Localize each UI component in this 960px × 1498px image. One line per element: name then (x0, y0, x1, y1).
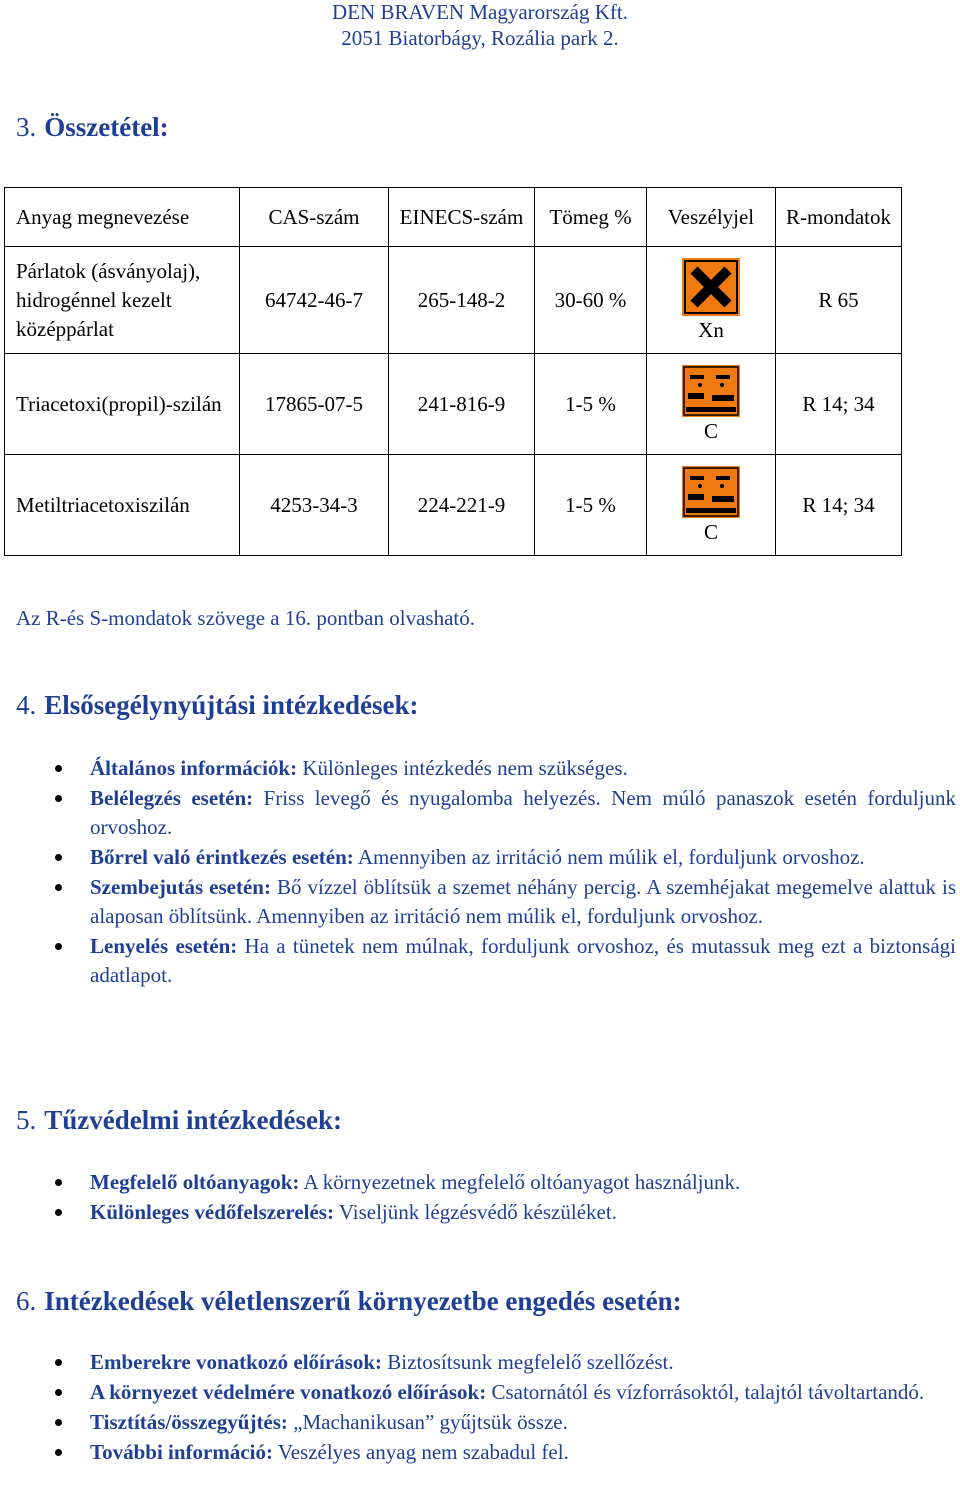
hazard-symbol-cell (647, 455, 776, 556)
substance-name: Párlatok (ásványolaj), hidrogénnel kezelt középpárlat (5, 247, 240, 354)
r-phrases: R 14; 34 (776, 354, 902, 455)
col-header: Anyag megnevezése (5, 188, 240, 247)
mass-percent: 1-5 % (535, 354, 647, 455)
list-item: Különleges védőfelszerelés: Viseljünk légzésvédő készüléket. (0, 1198, 960, 1227)
corrosive-icon (682, 365, 740, 417)
hazard-symbol-cell (647, 354, 776, 455)
list-item: Emberekre vonatkozó előírások: Biztosítsunk megfelelő szellőzést. (0, 1348, 960, 1377)
mass-percent: 30-60 % (535, 247, 647, 354)
col-header: EINECS-szám (389, 188, 535, 247)
col-header: R-mondatok (776, 188, 902, 247)
first-aid-list (0, 754, 960, 991)
list-item: A környezet védelmére vonatkozó előírások: Csatornától és vízforrásoktól, talajtól távoltartandó. (0, 1378, 960, 1407)
col-header: Tömeg % (535, 188, 647, 247)
cas-number: 4253-34-3 (240, 455, 389, 556)
list-item: Belélegzés esetén: Friss levegő és nyugalomba helyezés. Nem múló panaszok esetén forduljunk orvoshoz. (0, 784, 960, 842)
fire-measures-list (0, 1168, 960, 1228)
einecs-number: 265-148-2 (389, 247, 535, 354)
hazard-symbol-cell (647, 247, 776, 354)
accidental-release-list (0, 1348, 960, 1468)
section-6-heading: 6. Intézkedések véletlenszerű környezetbe engedés esetén: (16, 1286, 682, 1316)
section-3-heading: 3. Összetétel: (16, 112, 169, 142)
einecs-number: 241-816-9 (389, 354, 535, 455)
list-item: Általános információk: Különleges intézkedés nem szükséges. (0, 754, 960, 783)
harmful-x-icon (682, 258, 740, 316)
company-name: DEN BRAVEN Magyarország Kft. (332, 0, 628, 24)
list-item: Tisztítás/összegyűjtés: „Machanikusan” gyűjtsük össze. (0, 1408, 960, 1437)
cas-number: 17865-07-5 (240, 354, 389, 455)
table-header-row (5, 188, 902, 247)
table-row (5, 247, 902, 354)
hazard-code: Xn (698, 317, 724, 342)
hazard-code: C (703, 519, 718, 544)
list-item: Lenyelés esetén: Ha a tünetek nem múlnak, forduljunk orvoshoz, és mutassuk meg ezt a biztonsági adatlapot. (0, 932, 960, 990)
substance-name: Metiltriacetoxiszilán (5, 455, 240, 556)
hazard-code: C (703, 418, 718, 443)
list-item: Bőrrel való érintkezés esetén: Amennyiben az irritáció nem múlik el, forduljunk orvoshoz. (0, 843, 960, 872)
table-row (5, 354, 902, 455)
mass-percent: 1-5 % (535, 455, 647, 556)
substance-name: Triacetoxi(propil)-szilán (5, 354, 240, 455)
table-row (5, 455, 902, 556)
col-header: CAS-szám (240, 188, 389, 247)
r-phrases: R 65 (776, 247, 902, 354)
company-address: 2051 Biatorbágy, Rozália park 2. (341, 26, 619, 50)
section-5-heading: 5. Tűzvédelmi intézkedések: (16, 1105, 342, 1135)
cas-number: 64742-46-7 (240, 247, 389, 354)
col-header: Veszélyjel (647, 188, 776, 247)
composition-table (4, 187, 902, 556)
list-item: További információ: Veszélyes anyag nem szabadul fel. (0, 1438, 960, 1467)
r-phrases: R 14; 34 (776, 455, 902, 556)
list-item: Szembejutás esetén: Bő vízzel öblítsük a szemet néhány percig. A szemhéjakat megemelve alattuk is alaposan öblítsünk. Amennyiben az irritáció nem múlik el, forduljunk orvoshoz. (0, 873, 960, 931)
corrosive-icon (682, 466, 740, 518)
r-s-phrases-note: Az R-és S-mondatok szövege a 16. pontban olvasható. (16, 606, 475, 630)
section-4-heading: 4. Elsősegélynyújtási intézkedések: (16, 690, 419, 720)
einecs-number: 224-221-9 (389, 455, 535, 556)
list-item: Megfelelő oltóanyagok: A környezetnek megfelelő oltóanyagot használjunk. (0, 1168, 960, 1197)
